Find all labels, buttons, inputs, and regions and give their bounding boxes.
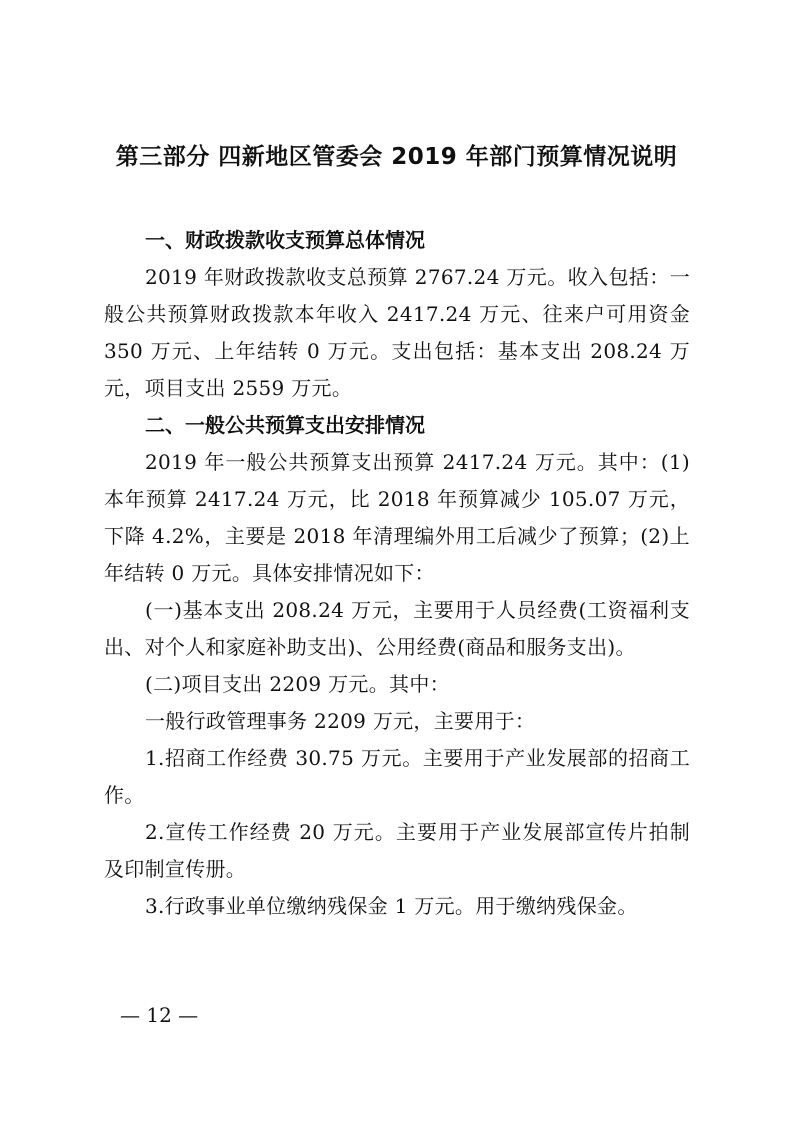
section-2-paragraph-2: (一)基本支出 208.24 万元，主要用于人员经费(工资福利支出、对个人和家庭补助支出)、公用经费(商品和服务支出)。 [104,598,690,659]
section-2-paragraph-5: 1.招商工作经费 30.75 万元。主要用于产业发展部的招商工作。 [104,746,690,807]
section-2-paragraph-6: 2.宣传工作经费 20 万元。主要用于产业发展部宣传片拍制及印制宣传册。 [104,820,690,881]
section-2-paragraph-7: 3.行政事业单位缴纳残保金 1 万元。用于缴纳残保金。 [145,894,638,918]
section-2-paragraph-4: 一般行政管理事务 2209 万元，主要用于： [145,709,536,733]
page-number: — 12 — [120,1003,199,1027]
document-body [104,222,690,925]
section-2-paragraph-1: 2019 年一般公共预算支出预算 2417.24 万元。其中：(1)本年预算 2417.24 万元，比 2018 年预算减少 105.07 万元，下降 4.2%，主要是 2018 年清理编外用工后减少了预算；(2)上年结转 0 万元。具体安排情况如下： [104,450,690,585]
document-title: 第三部分 四新地区管委会 2019 年部门预算情况说明 [115,144,678,170]
section-2-paragraph-3: (二)项目支出 2209 万元。其中： [145,672,450,696]
section-1-heading: 一、财政拨款收支预算总体情况 [145,228,425,252]
section-1-paragraph-1: 2019 年财政拨款收支总预算 2767.24 万元。收入包括：一般公共预算财政拨款本年收入 2417.24 万元、往来户可用资金 350 万元、上年结转 0 万元。支出包括：基本支出 208.24 万元，项目支出 2559 万元。 [104,265,690,400]
section-2-heading: 二、一般公共预算支出安排情况 [145,413,425,437]
